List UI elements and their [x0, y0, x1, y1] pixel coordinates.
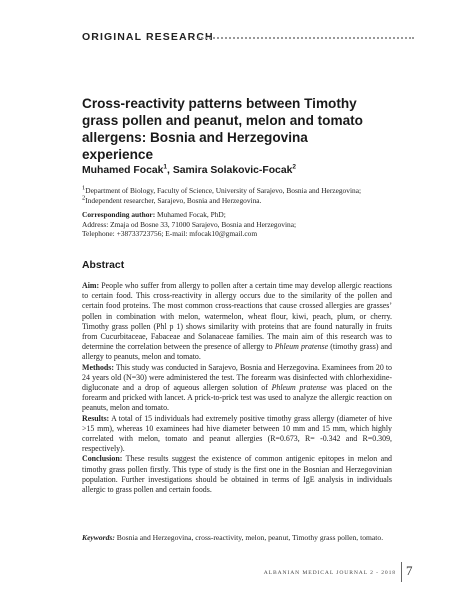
- aim-label: Aim:: [82, 281, 100, 290]
- author-name: Muhamed Focak: [82, 165, 164, 176]
- methods-label: Methods:: [82, 362, 114, 372]
- methods-text-continued: was placed on the forearm and pricked with lancet. A prick-to-prick test was used to analyze the allergic reaction on peanuts, melon and tomato.: [82, 383, 392, 413]
- aim-text: People who suffer from allergy to pollen after a certain time may develop allergic reactions to certain food. This cross-reactivity in allergy occurs due to the similarity of the pollen and certain food proteins. The most common cross-reactions that cause crossed allergies are grasses’ pollen in combination with melon, watermelon, wheat flour, kiwi, peach, plum, or cherry. Timothy grass pollen (Phl p 1) shows similarity with proteins that are found naturally in fruits from Cucurbitaceae, Fabaceae and Solanaceae families. The main aim of this research was to determine the correlation between the presence of allergy to: [82, 281, 392, 352]
- results-label: Results:: [82, 413, 110, 423]
- author-affiliation-number: 1: [163, 163, 168, 171]
- affiliation-number: 2: [82, 194, 86, 202]
- author-line: [82, 165, 296, 176]
- correspondence-contact: Telephone: +38733723756; E-mail: mfocak10@gmail.com: [82, 229, 258, 239]
- results-text: A total of 15 individuals had extremely positive timothy grass allergy (diameter of hive >15 mm), whereas 10 examinees had hive diameter between 10 mm and 15 mm, which highly correlated with melon, tomato and peanut allergies (R=0.673, R= -0.342 and R=0.309, respectively).: [82, 413, 392, 454]
- keywords-text: Bosnia and Herzegovina, cross-reactivity, melon, peanut, Timothy grass pollen, tomato.: [114, 533, 384, 542]
- author-name: Samira Solakovic-Focak: [172, 165, 293, 176]
- affiliation-text: Independent researcher, Sarajevo, Bosnia and Herzegovina.: [85, 195, 262, 205]
- section-label: ORIGINAL RESEARCH: [82, 31, 214, 43]
- affiliation-item: [82, 186, 402, 196]
- correspondence-address: Address: Zmaja od Bosne 33, 71000 Sarajevo, Bosnia and Herzegovina;: [82, 219, 297, 229]
- page-number: 7: [406, 563, 413, 578]
- conclusion-text: These results suggest the existence of common antigenic epitopes in melon and timothy grass pollen firstly. This type of study is the first one in the Bosnian and Herzegovinian population. Further investigations should be obtained in terms of IgE analysis in individuals allergic to grass pollen and certain foods.: [82, 454, 392, 495]
- author-affiliation-number: 2: [292, 163, 297, 171]
- footer-divider: [401, 562, 402, 582]
- header-dotted-rule: [198, 37, 414, 39]
- abstract-methods: [82, 363, 392, 414]
- affiliation-item: [82, 196, 402, 206]
- methods-text: This study was conducted in Sarajevo, Bosnia and Herzegovina. Examinees from 20 to 24 years old (N=30) were administered the test. The forearm was disinfected with chlorhexidine-digluconate and a drop of aqueous allergen solution of: [82, 362, 392, 393]
- article-title: Cross-reactivity patterns between Timothy grass pollen and peanut, melon and tomato allergens: Bosnia and Herzegovina experience: [82, 96, 363, 162]
- footer-journal-name: ALBANIAN MEDICAL JOURNAL 2 - 2018: [263, 570, 396, 576]
- abstract-results: [82, 414, 392, 455]
- abstract-body: [82, 281, 392, 495]
- abstract-conclusion: [82, 454, 392, 495]
- abstract-heading: Abstract: [82, 260, 125, 271]
- keywords-label: Keywords:: [82, 533, 115, 542]
- correspondence-label: Corresponding author:: [82, 210, 156, 219]
- affiliation-number: 1: [82, 184, 86, 192]
- affiliation-text: Department of Biology, Faculty of Science, University of Sarajevo, Bosnia and Herzegovina;: [85, 186, 362, 195]
- author-separator: ,: [167, 165, 173, 176]
- correspondence-name: Muhamed Focak, PhD;: [155, 210, 226, 219]
- aim-species-name: Phleum pratense: [274, 342, 329, 352]
- abstract-aim: [82, 281, 392, 363]
- aim-text-continued: (timothy grass) and allergy to peanuts, melon and tomato.: [82, 342, 392, 362]
- conclusion-label: Conclusion:: [82, 454, 123, 464]
- keywords: [82, 533, 402, 543]
- methods-species-name: Phleum pratense: [271, 383, 327, 393]
- correspondence-line: [82, 210, 402, 220]
- correspondence-block: [82, 210, 402, 239]
- affiliations: [82, 186, 402, 205]
